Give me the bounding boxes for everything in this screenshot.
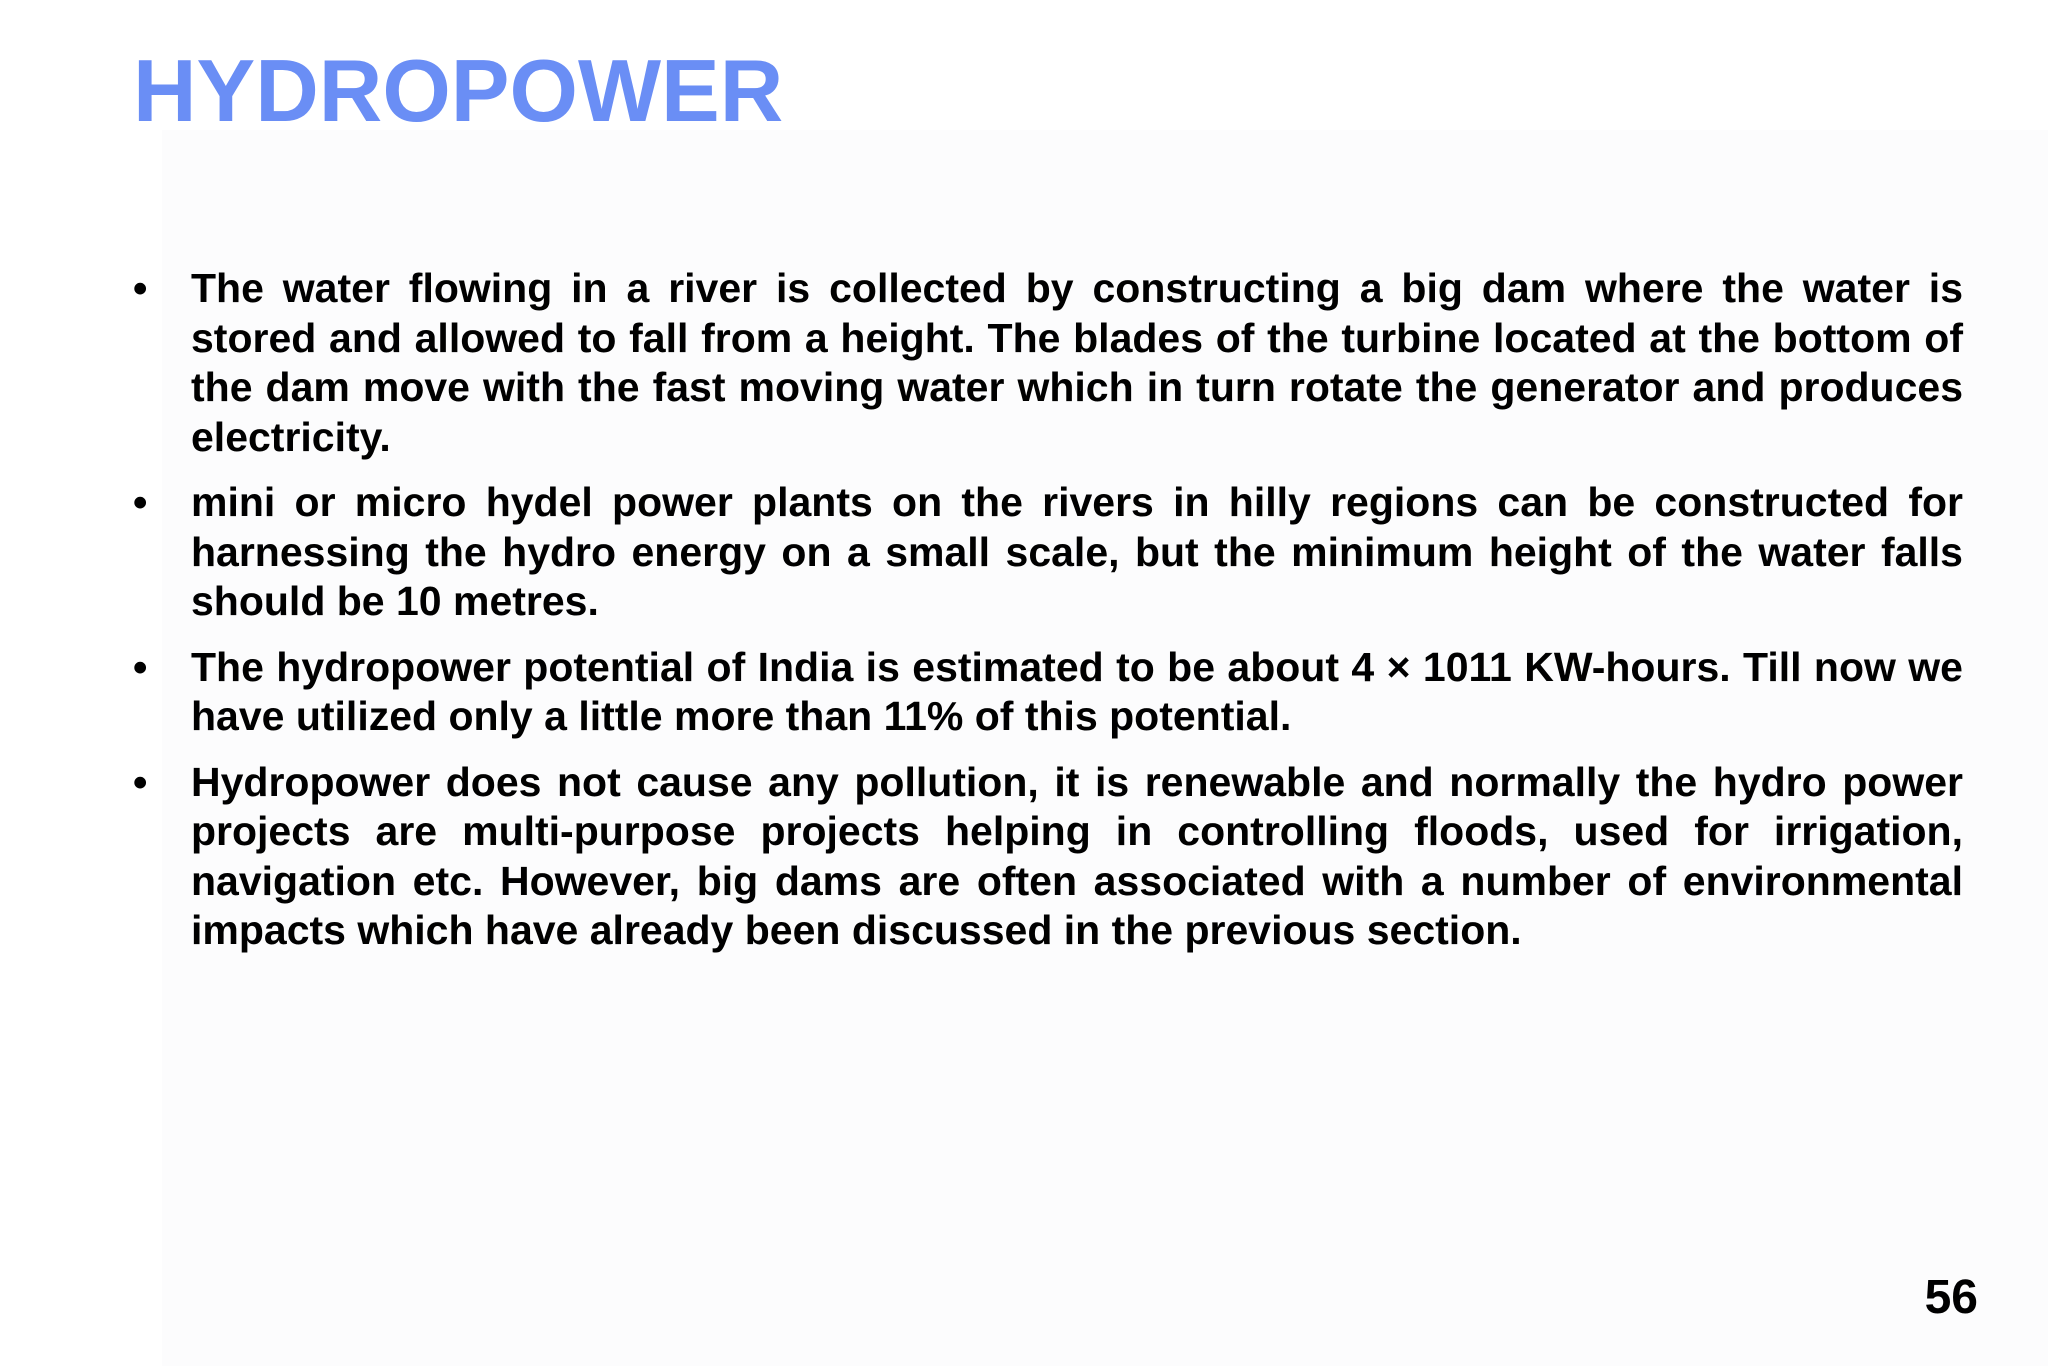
bullet-item	[133, 478, 1963, 627]
bullet-list	[133, 264, 1963, 972]
bullet-text: mini or micro hydel power plants on the rivers in hilly regions can be constructed for harnessing the hydro energy on a small scale, but the minimum height of the water falls should be 10 metres.	[191, 479, 1963, 624]
bullet-icon: •	[133, 758, 148, 805]
bullet-text: Hydropower does not cause any pollution, it is renewable and normally the hydro power projects are multi-purpose projects helping in controlling floods, used for irrigation, navigation etc. However, big dams are often associated with a number of environmental impacts which have already been discussed in the previous section.	[191, 758, 1963, 953]
bullet-icon: •	[133, 479, 148, 525]
bullet-text: The water flowing in a river is collected by constructing a big dam where the water is stored and allowed to fall from a height. The blades of the turbine located at the bottom of the dam move with the fast moving water which in turn rotate the generator and produces electricity.	[191, 265, 1963, 460]
bullet-item	[133, 643, 1963, 742]
bullet-icon: •	[133, 643, 148, 690]
page-number: 56	[1924, 1271, 1978, 1324]
bullet-icon: •	[133, 265, 148, 311]
bullet-item	[133, 264, 1963, 462]
bullet-text: The hydropower potential of India is estimated to be about 4 × 1011 KW-hours. Till now we have utilized only a little more than 11% of this potential.	[191, 643, 1963, 739]
slide-title: HYDROPOWER	[133, 41, 784, 140]
bullet-item	[133, 758, 1963, 956]
